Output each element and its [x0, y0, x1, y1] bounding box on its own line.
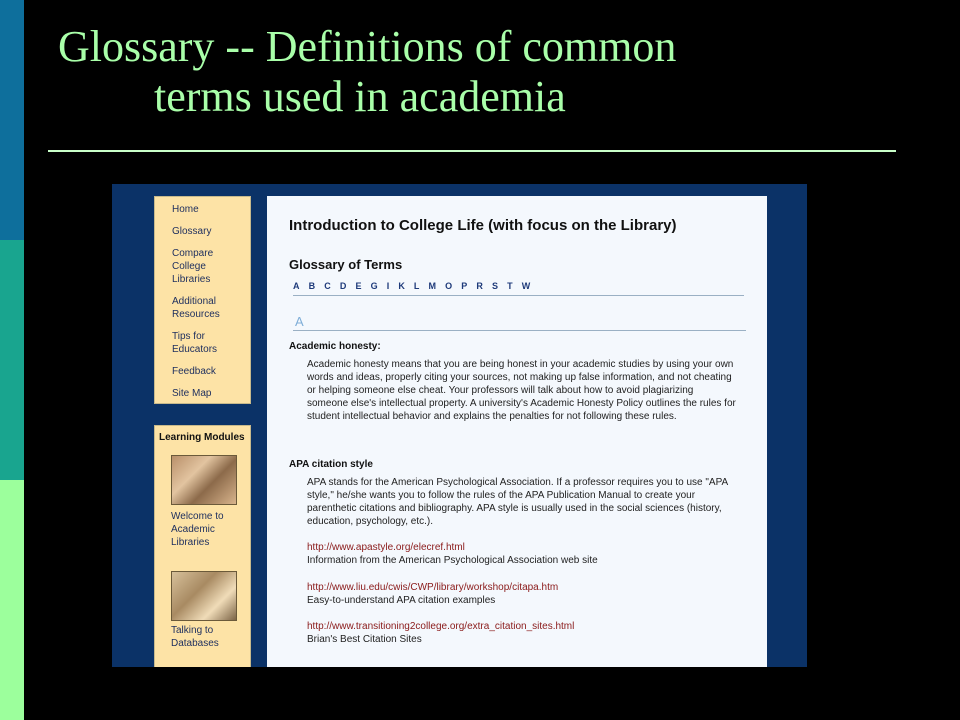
glossary-heading: Glossary of Terms	[289, 257, 403, 272]
letter-link[interactable]: B	[308, 281, 316, 291]
letter-link[interactable]: K	[398, 281, 405, 291]
resource-link[interactable]: http://www.liu.edu/cwis/CWP/library/workshop/citapa.htm	[307, 582, 559, 593]
nav-item-home[interactable]: Home	[172, 204, 199, 215]
letter-link[interactable]: I	[386, 281, 390, 291]
section-letter-heading: A	[293, 314, 746, 331]
nav-menu	[154, 196, 251, 404]
letter-link[interactable]: E	[355, 281, 362, 291]
learning-modules-heading: Learning Modules	[159, 432, 245, 443]
letter-link[interactable]: G	[370, 281, 378, 291]
resource-description: Brian's Best Citation Sites	[307, 634, 422, 645]
letter-link[interactable]: P	[461, 281, 468, 291]
nav-item-additional-resources[interactable]: Additional Resources	[172, 296, 220, 320]
slide-title	[58, 22, 676, 122]
glossary-content	[267, 196, 767, 667]
alphabet-index	[293, 281, 744, 296]
letter-link[interactable]: A	[293, 281, 300, 291]
slide-title-line1: Glossary -- Definitions of common	[58, 22, 677, 71]
resource-link[interactable]: http://www.transitioning2college.org/extra_citation_sites.html	[307, 621, 575, 632]
slide-title-line2: terms used in academia	[154, 72, 566, 121]
term-definition: Academic honesty means that you are being honest in your academic studies by using your own words and ideas, properly citing your sources, not making up false information, and not cheating or helping someone else cheat. Your professors will talk about how to avoid plagiarizing someone else's intellectual property. A university's Academic Honesty Policy outlines the rules for student intellectual behavior and explains the penalties for not following these rules.	[307, 359, 736, 422]
letter-link[interactable]: C	[324, 281, 331, 291]
resource-description: Information from the American Psychological Association web site	[307, 555, 598, 566]
letter-link[interactable]: D	[339, 281, 347, 291]
accent-stripe-bottom	[0, 480, 24, 720]
letter-link[interactable]: T	[507, 281, 513, 291]
nav-item-site-map[interactable]: Site Map	[172, 388, 212, 399]
title-divider	[48, 150, 896, 152]
letter-link[interactable]: L	[413, 281, 420, 291]
module-link-databases[interactable]: Talking to Databases	[171, 625, 219, 649]
website-screenshot	[112, 184, 807, 667]
letter-link[interactable]: M	[428, 281, 437, 291]
module-thumbnail-library[interactable]	[171, 455, 237, 505]
term-heading: Academic honesty:	[289, 341, 381, 352]
term-definition: APA stands for the American Psychological Association. If a professor requires you to use "APA style," he/she wants you to follow the rules of the APA Publication Manual to create your parenthetic citations and bibliography. APA style is usually used in the social sciences (history, education, psychology, etc.).	[307, 477, 728, 527]
letter-link[interactable]: S	[492, 281, 499, 291]
nav-item-compare-libraries[interactable]: Compare College Libraries	[172, 248, 214, 285]
module-link-welcome[interactable]: Welcome to Academic Libraries	[171, 511, 224, 548]
learning-modules-panel	[154, 425, 251, 667]
letter-link[interactable]: R	[476, 281, 483, 291]
nav-item-feedback[interactable]: Feedback	[172, 366, 216, 377]
page-title: Introduction to College Life (with focus on the Library)	[289, 217, 677, 234]
nav-item-glossary[interactable]: Glossary	[172, 226, 212, 237]
resource-link[interactable]: http://www.apastyle.org/elecref.html	[307, 542, 465, 553]
resource-description: Easy-to-understand APA citation examples	[307, 595, 496, 606]
nav-item-tips-educators[interactable]: Tips for Educators	[172, 331, 218, 355]
accent-stripe-middle	[0, 240, 24, 480]
term-heading: APA citation style	[289, 459, 373, 470]
letter-link[interactable]: O	[445, 281, 453, 291]
module-thumbnail-databases[interactable]	[171, 571, 237, 621]
accent-stripe-top	[0, 0, 24, 240]
letter-link[interactable]: W	[521, 281, 531, 291]
